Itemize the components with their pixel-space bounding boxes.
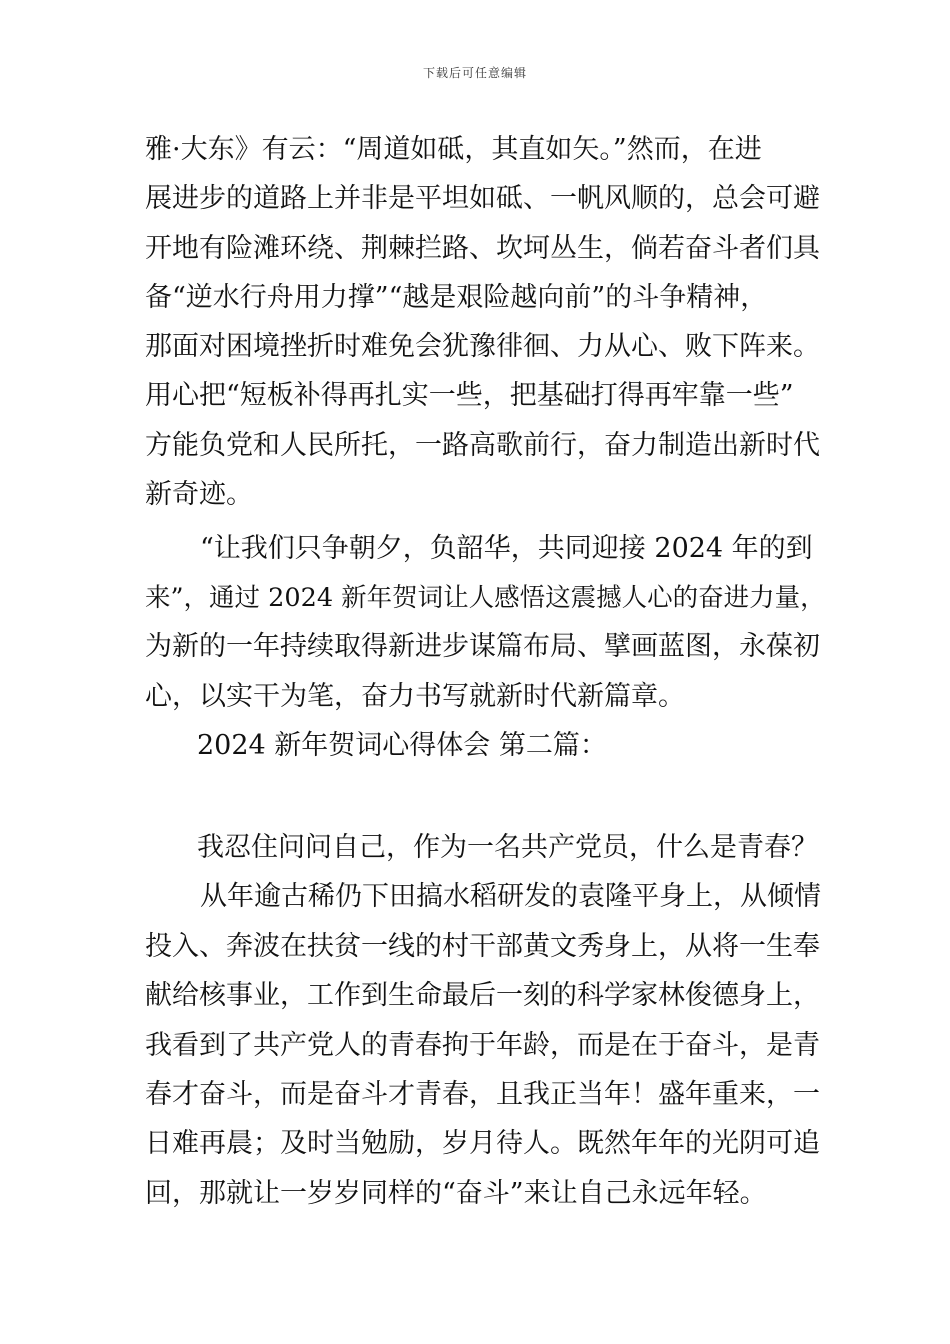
text-line: 用心把“短板补得再扎实一些，把基础打得再牢靠一些” [145, 380, 794, 411]
text-line: 从年逾古稀仍下田搞水稻研发的袁隆平身上，从倾情 [200, 881, 821, 912]
text-line: 展进步的道路上并非是平坦如砥、一帆风顺的，总会可避 [145, 183, 820, 214]
text-line: 我看到了共产党人的青春拘于年龄，而是在于奋斗，是青 [145, 1030, 820, 1061]
text-line: 为新的一年持续取得新进步谋篇布局、擘画蓝图，永葆初 [145, 631, 820, 662]
text-line: 心，以实干为笔，奋力书写就新时代新篇章。 [145, 681, 685, 712]
text-line: 日难再晨；及时当勉励，岁月待人。既然年年的光阴可追 [145, 1128, 820, 1159]
text-line: 春才奋斗，而是奋斗才青春，且我正当年！盛年重来，一 [145, 1079, 820, 1110]
text-line: 投入、奔波在扶贫一线的村干部黄文秀身上，从将一生奉 [145, 931, 820, 962]
text-line: 回，那就让一岁岁同样的“奋斗”来让自己永远年轻。 [145, 1178, 767, 1209]
page-header: 下载后可任意编辑 [422, 66, 527, 80]
text-line: 备“逆水行舟用力撑”“越是艰险越向前”的斗争精神， [145, 282, 768, 313]
text-line: 献给核事业，工作到生命最后一刻的科学家林俊德身上， [145, 980, 820, 1011]
text-line: 雅·大东》有云：“周道如砥，其直如矢。”然而，在进 [145, 134, 762, 165]
text-line: 开地有险滩环绕、荆棘拦路、坎坷丛生，倘若奋斗者们具 [145, 233, 820, 264]
text-line: “让我们只争朝夕，负韶华，共同迎接 2024 年的到 [200, 533, 813, 564]
text-line: 新奇迹。 [145, 479, 253, 510]
text-line: 那面对困境挫折时难免会犹豫徘徊、力从心、败下阵来。 [145, 331, 820, 362]
text-line: 我忍住问问自己，作为一名共产党员，什么是青春？ [197, 832, 818, 863]
section-heading: 2024 新年贺词心得体会 第二篇： [197, 730, 607, 761]
text-line: 方能负党和人民所托，一路高歌前行，奋力制造出新时代 [145, 430, 820, 461]
text-line: 来”，通过 2024 新年贺词让人感悟这震撼人心的奋进力量， [145, 583, 826, 613]
